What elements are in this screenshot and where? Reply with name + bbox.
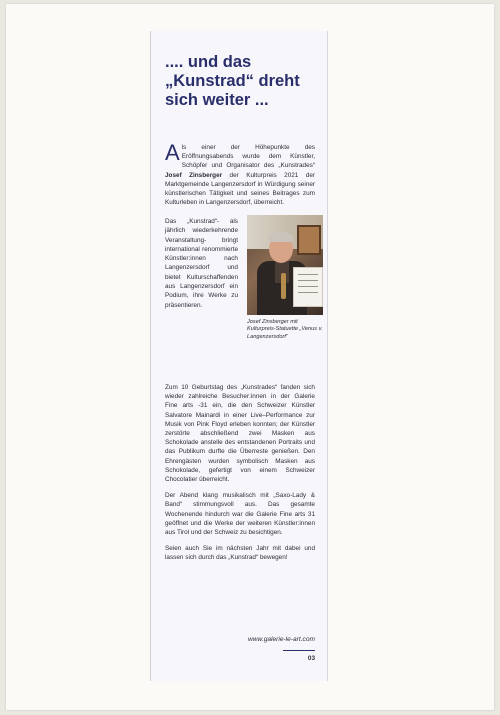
paragraph-anniversary: Zum 10 Geburtstag des „Kunstrades“ fanden sich wieder zahlreiche Besucher:innen in der Galerie Fine arts -31 ein, die den Schweizer Künstler Salvatore Mainardi in einer Live–Performance zur Musik von Pink Floyd erleben konnten; der Künstler zerstörte abschließend zwei Masken aus Schokolade anstelle des entstandenen Portraits und das Publikum durfte die Überreste genießen. Den Ehrengästen wurden symbolisch Masken aus Schokolade, gefertigt von einem Schweizer Chocolatier überreicht. bbox=[165, 384, 315, 484]
lead-honoree-name: Josef Zinsberger bbox=[165, 171, 223, 179]
headline-line-2: „Kunstrad“ dreht bbox=[165, 72, 300, 90]
article-headline bbox=[165, 53, 325, 110]
certificate-line bbox=[298, 292, 318, 293]
certificate-line bbox=[298, 280, 318, 281]
lead-paragraph bbox=[165, 140, 316, 207]
magazine-clipping bbox=[150, 31, 328, 681]
certificate-line bbox=[298, 286, 318, 287]
page-number: 03 bbox=[307, 655, 315, 662]
gallery-url: www.galerie-le-art.com bbox=[247, 636, 315, 643]
photo-statuette bbox=[281, 273, 286, 299]
headline-line-3: sich weiter ... bbox=[165, 91, 269, 109]
drop-cap: A bbox=[165, 140, 180, 165]
photo-certificate bbox=[293, 267, 323, 307]
headline-line-1: .... und das bbox=[165, 53, 252, 71]
photo-picture-frame bbox=[297, 225, 321, 255]
main-column bbox=[165, 383, 315, 570]
paragraph-music: Der Abend klang musikalisch mit „Saxo-Lady & Band“ stimmungsvoll aus. Das gesamte Wochenende hindurch war die Galerie Fine arts 31 geöffnet und die Werke der weiteren Künstler:innen aus Tirol und der Schweiz zu besichtigen. bbox=[165, 492, 315, 537]
photo-person-hair bbox=[269, 232, 293, 242]
certificate-line bbox=[298, 274, 318, 275]
page-number-rule bbox=[283, 650, 315, 651]
left-column-text: Das „Kunstrad“- als jährlich wiederkehrende Veranstaltung- bringt international renommierte Künstler:innen nach Langenzersdorf und bietet Kulturschaffenden aus Langenzersdorf ein Podium, ihre Werke zu präsentieren. bbox=[165, 218, 238, 309]
paragraph-invitation: Seien auch Sie im nächsten Jahr mit dabei und lassen sich durch das „Kunstrad“ bewegen! bbox=[165, 545, 315, 562]
scanned-page bbox=[6, 4, 494, 710]
lead-text-start: ls einer der Höhepunkte des Eröffnungsabends wurde dem Künstler, Schöpfer und Organisator des „Kunstrades“ bbox=[181, 144, 315, 170]
photo-caption: Josef Zinsberger mit Kulturpreis-Statuette „Venus v. Langenzersdorf“ bbox=[247, 319, 323, 340]
lead-text-end: der Kulturpreis 2021 der Marktgemeinde Langenzersdorf in Würdigung seiner künstlerischen Tätigkeit und seines Beitrages zum Kulturleben in Langenzersdorf, überreicht. bbox=[165, 171, 316, 207]
portrait-photo bbox=[247, 215, 323, 315]
